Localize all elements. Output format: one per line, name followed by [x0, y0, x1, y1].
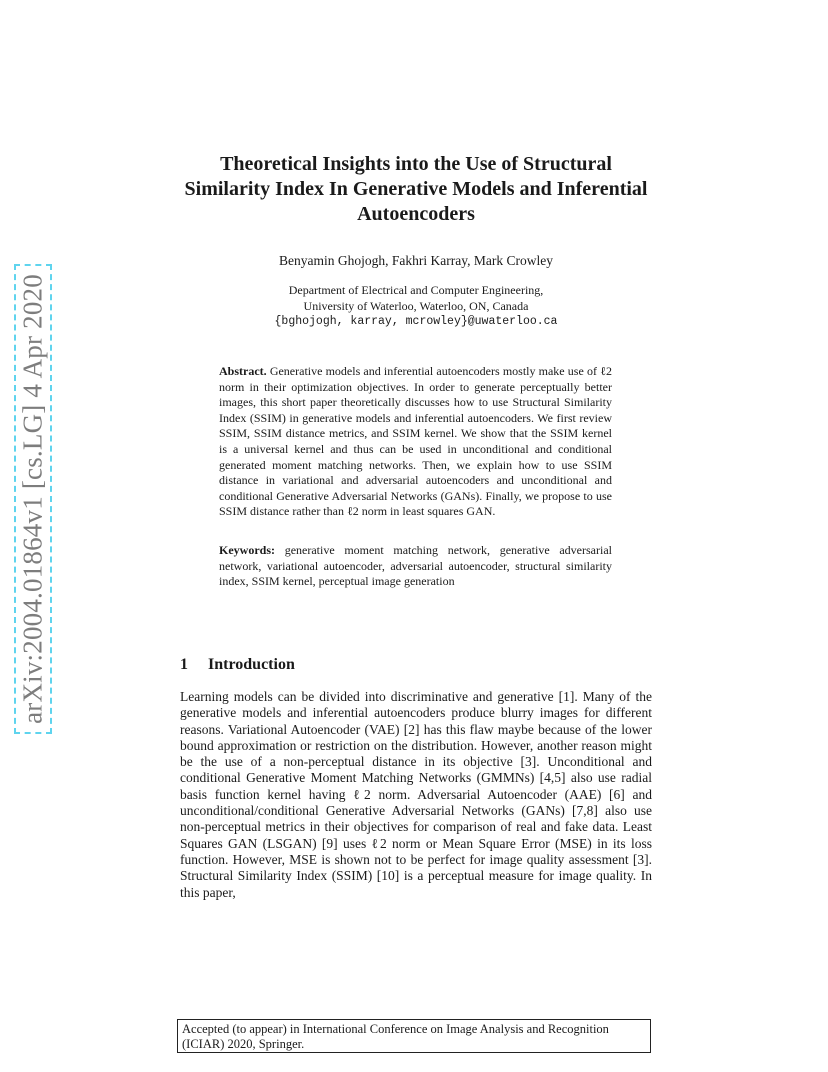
- arxiv-identifier: arXiv:2004.01864v1 [cs.LG] 4 Apr 2020: [17, 274, 48, 724]
- acceptance-note: Accepted (to appear) in International Conference on Image Analysis and Recognition (ICIAR) 2020, Springer.: [177, 1019, 651, 1053]
- introduction-paragraph: Learning models can be divided into discriminative and generative [1]. Many of the generative models and inferential autoencoders produce blurry images for different reasons. Variational Autoencoder (VAE) [2] has this flaw maybe because of the lower bound approximation or restriction on the distribution. However, another reason might be the use of a non-perceptual distance in its objective [3]. Unconditional and conditional Generative Moment Matching Networks (GMMNs) [4,5] also use radial basis function kernel having ℓ2 norm. Adversarial Autoencoder (AAE) [6] and unconditional/conditional Generative Adversarial Networks (GANs) [7,8] also use non-perceptual metrics in their objectives for comparison of real and fake data. Least Squares GAN (LSGAN) [9] uses ℓ2 norm or Mean Square Error (MSE) in its loss function. However, MSE is shown not to be perfect for image quality assessment [3]. Structural Similarity Index (SSIM) [10] is a perceptual measure for image quality. In this paper,: [180, 689, 652, 900]
- paper-title: Theoretical Insights into the Use of Structural Similarity Index In Generative Models and Inferential Autoencoders: [184, 153, 648, 225]
- author-list: Benyamin Ghojogh, Fakhri Karray, Mark Crowley: [279, 253, 553, 268]
- arxiv-stamp: [14, 264, 52, 734]
- section-heading: [180, 656, 295, 674]
- keywords: [219, 543, 612, 590]
- affiliation-department: Department of Electrical and Computer Engineering,: [288, 283, 544, 297]
- abstract-label: Abstract.: [219, 364, 267, 378]
- abstract: [219, 364, 612, 520]
- author-emails: {bghojogh, karray, mcrowley}@uwaterloo.ca: [274, 315, 558, 328]
- keywords-label: Keywords:: [219, 543, 275, 557]
- abstract-text: Generative models and inferential autoencoders mostly make use of ℓ2 norm in their optimization objectives. In order to generate perceptually better images, this short paper theoretically discusses how to use Structural Similarity Index (SSIM) in generative models and inferential autoencoders. We first review SSIM, SSIM distance metrics, and SSIM kernel. We show that the SSIM kernel is a universal kernel and thus can be used in unconditional and conditional generated moment matching networks. Then, we explain how to use SSIM distance in variational and adversarial autoencoders and unconditional and conditional Generative Adversarial Networks (GANs). Finally, we propose to use SSIM distance rather than ℓ2 norm in least squares GAN.: [219, 364, 612, 519]
- section-number: 1: [180, 656, 188, 673]
- keywords-text: generative moment matching network, generative adversarial network, variational autoencoder, adversarial autoencoder, structural similarity index, SSIM kernel, perceptual image generation: [219, 543, 612, 589]
- affiliation-university: University of Waterloo, Waterloo, ON, Canada: [303, 299, 529, 313]
- section-title: Introduction: [208, 656, 295, 673]
- affiliation-block: [180, 282, 652, 330]
